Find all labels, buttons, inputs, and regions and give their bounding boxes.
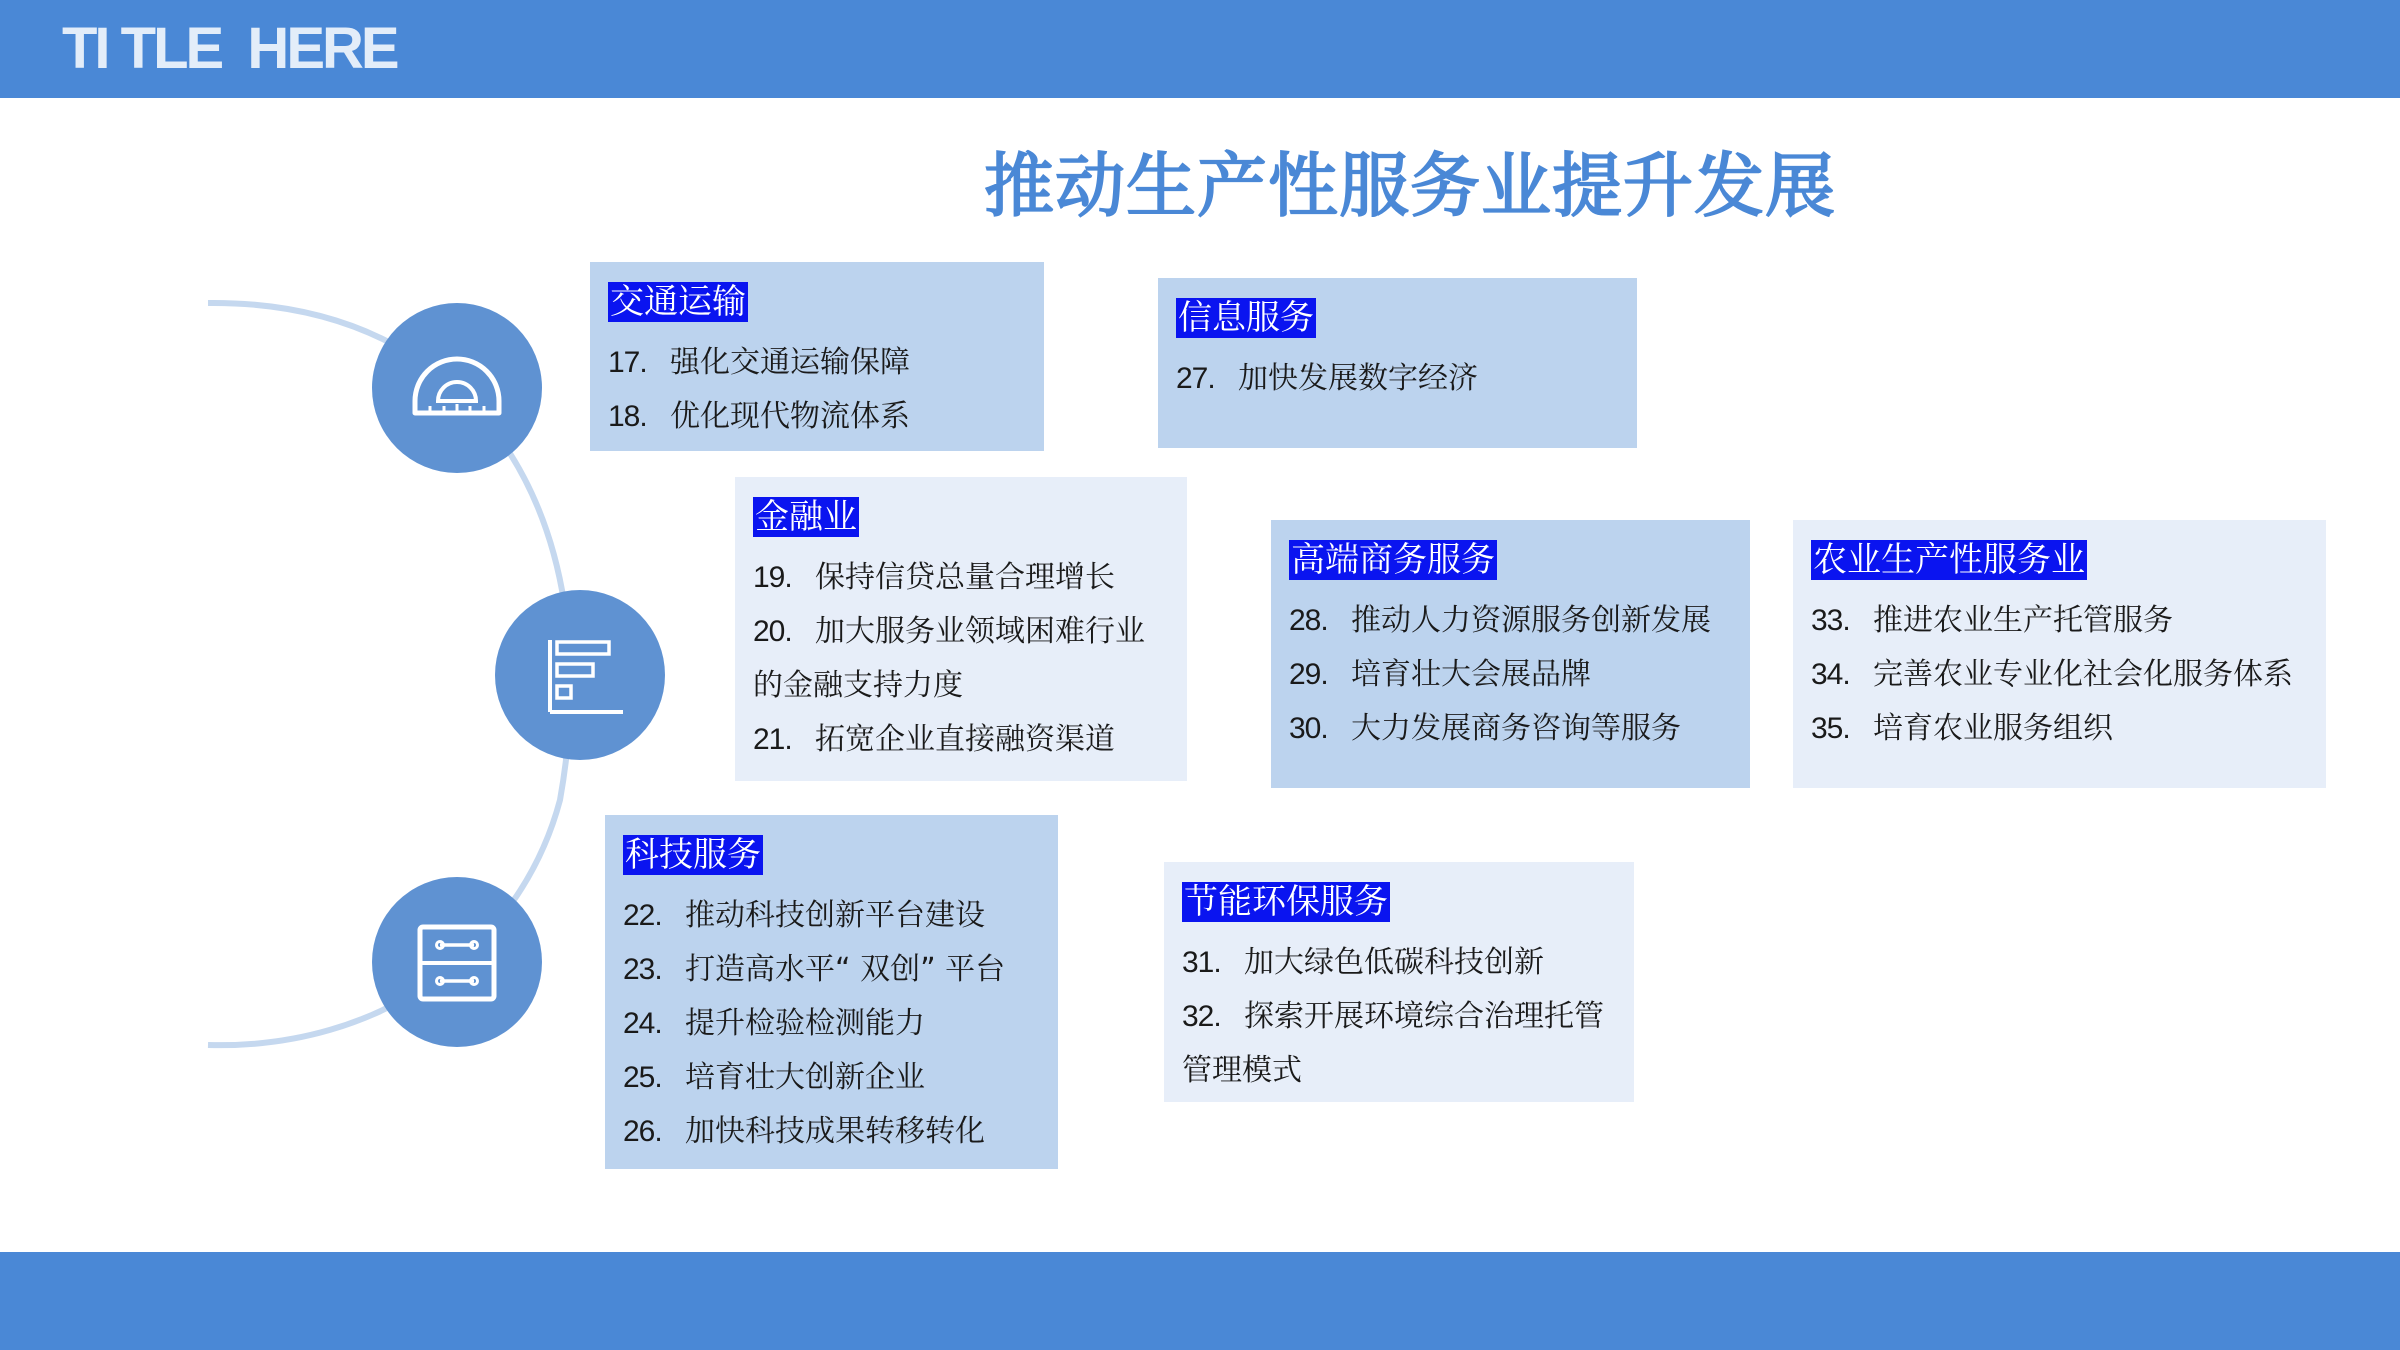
card-business-services [1271,520,1750,788]
item-number: 23. [623,953,662,986]
item-number: 33. [1811,604,1850,637]
bar-chart-icon [495,590,665,760]
item-text: 完善农业专业化社会化服务体系 [1873,657,2293,692]
list-item [1182,936,1616,990]
list-item [1176,352,1619,406]
list-item-continuation: 的金融支持力度 [753,668,963,703]
list-item [623,1105,1040,1159]
item-number: 31. [1182,946,1221,979]
list-item [1289,648,1732,702]
list-item [1811,702,2308,756]
item-text: 拓宽企业直接融资渠道 [815,722,1115,757]
circle-protractor [372,303,542,473]
item-text: 打造高水平“ 双创” 平台 [685,952,1006,987]
item-text: 加大绿色低碳科技创新 [1244,945,1544,980]
item-number: 28. [1289,604,1328,637]
item-text: 培育壮大会展品牌 [1351,657,1591,692]
item-text: 加快科技成果转移转化 [685,1114,985,1149]
item-number: 26. [623,1115,662,1148]
list-item [608,336,1026,390]
item-text: 优化现代物流体系 [670,399,910,434]
page-title: 推动生产性服务业提升发展 [984,145,1836,227]
item-text: 培育壮大创新企业 [685,1060,925,1095]
card-tech-services [605,815,1058,1169]
card-transport [590,262,1044,451]
list-item [623,943,1040,997]
item-text: 大力发展商务咨询等服务 [1351,711,1681,746]
list-item [1182,990,1616,1044]
item-number: 25. [623,1061,662,1094]
item-number: 32. [1182,1000,1221,1033]
list-item [1289,702,1732,756]
footer-bar [0,1252,2400,1350]
item-number: 27. [1176,362,1215,395]
item-text: 推动人力资源服务创新发展 [1351,603,1711,638]
item-number: 24. [623,1007,662,1040]
list-item [753,605,1169,659]
item-number: 30. [1289,712,1328,745]
item-text: 推进农业生产托管服务 [1873,603,2173,638]
card-title: 节能环保服务 [1184,882,1388,922]
item-number: 21. [753,723,792,756]
list-item [623,997,1040,1051]
item-number: 18. [608,400,647,433]
item-number: 19. [753,561,792,594]
list-item [1289,594,1732,648]
card-title: 金融业 [755,497,857,537]
item-text: 强化交通运输保障 [670,345,910,380]
circle-cabinet [372,877,542,1047]
item-number: 34. [1811,658,1850,691]
list-item [1811,594,2308,648]
list-item-continuation: 管理模式 [1182,1053,1302,1088]
card-information-services [1158,278,1637,448]
header-title: TI TLE HERE [62,16,397,81]
item-text: 培育农业服务组织 [1873,711,2113,746]
item-text: 探索开展环境综合治理托管 [1244,999,1604,1034]
card-title: 农业生产性服务业 [1813,540,2085,580]
card-title: 交通运输 [610,282,746,322]
item-text: 加大服务业领域困难行业 [815,614,1145,649]
item-text: 推动科技创新平台建设 [685,898,985,933]
card-title: 高端商务服务 [1291,540,1495,580]
card-energy-saving-services [1164,862,1634,1102]
drawer-cabinet-icon [372,877,542,1047]
item-number: 29. [1289,658,1328,691]
card-title: 信息服务 [1178,298,1314,338]
card-agriculture-services [1793,520,2326,788]
list-item [1811,648,2308,702]
item-text: 加快发展数字经济 [1238,361,1478,396]
list-item [753,551,1169,605]
protractor-icon [372,303,542,473]
item-text: 保持信贷总量合理增长 [815,560,1115,595]
list-item [623,1051,1040,1105]
card-title: 科技服务 [625,835,761,875]
card-finance [735,477,1187,781]
item-number: 22. [623,899,662,932]
circle-bar-chart [495,590,665,760]
item-text: 提升检验检测能力 [685,1006,925,1041]
item-number: 17. [608,346,647,379]
list-item [623,889,1040,943]
list-item [753,713,1169,767]
item-number: 35. [1811,712,1850,745]
item-number: 20. [753,615,792,648]
list-item [608,390,1026,444]
